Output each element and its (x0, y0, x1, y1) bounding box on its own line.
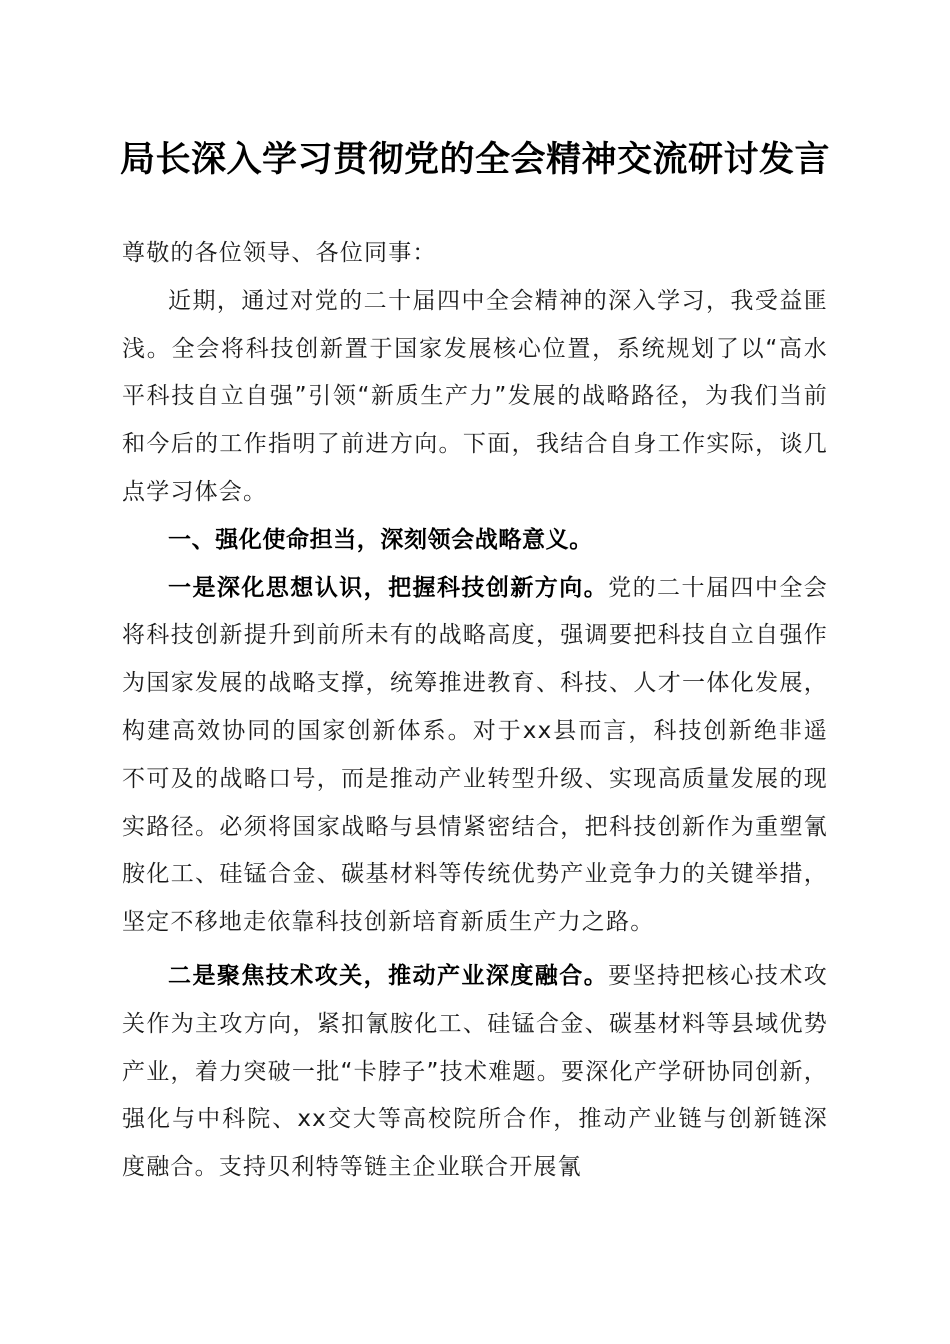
section-heading-1: 一、强化使命担当，深刻领会战略意义。 (168, 526, 593, 553)
paragraph-point-2 (122, 953, 828, 1192)
point-2-lead: 二是聚焦技术攻关，推动产业深度融合。 (168, 962, 609, 989)
document-body (122, 230, 828, 1192)
point-1-body: 党的二十届四中全会将科技创新提升到前所未有的战略高度，强调要把科技自立自强作为国家发展的战略支撑，统筹推进教育、科技、人才一体化发展，构建高效协同的国家创新体系。对于xx县而言，科技创新绝非遥不可及的战略口号，而是推动产业转型升级、实现高质量发展的现实路径。必须将国家战略与县情紧密结合，把科技创新作为重塑氰胺化工、硅锰合金、碳基材料等传统优势产业竞争力的关键举措，坚定不移地走依靠科技创新培育新质生产力之路。 (122, 574, 828, 936)
document-title: 局长深入学习贯彻党的全会精神交流研讨发言 (119, 139, 830, 180)
paragraph-point-1 (122, 565, 828, 947)
point-1-lead: 一是深化思想认识，把握科技创新方向。 (168, 574, 609, 601)
point-2-body: 要坚持把核心技术攻关作为主攻方向，紧扣氰胺化工、硅锰合金、碳基材料等县域优势产业，着力突破一批“卡脖子”技术难题。要深化产学研协同创新，强化与中科院、xx交大等高校院所合作，推动产业链与创新链深度融合。支持贝利特等链主企业联合开展氰 (122, 962, 828, 1181)
intro-paragraph: 近期，通过对党的二十届四中全会精神的深入学习，我受益匪浅。全会将科技创新置于国家发展核心位置，系统规划了以“高水平科技自立自强”引领“新质生产力”发展的战略路径，为我们当前和今后的工作指明了前进方向。下面，我结合自身工作实际，谈几点学习体会。 (122, 287, 828, 505)
salutation: 尊敬的各位领导、各位同事： (122, 240, 437, 266)
